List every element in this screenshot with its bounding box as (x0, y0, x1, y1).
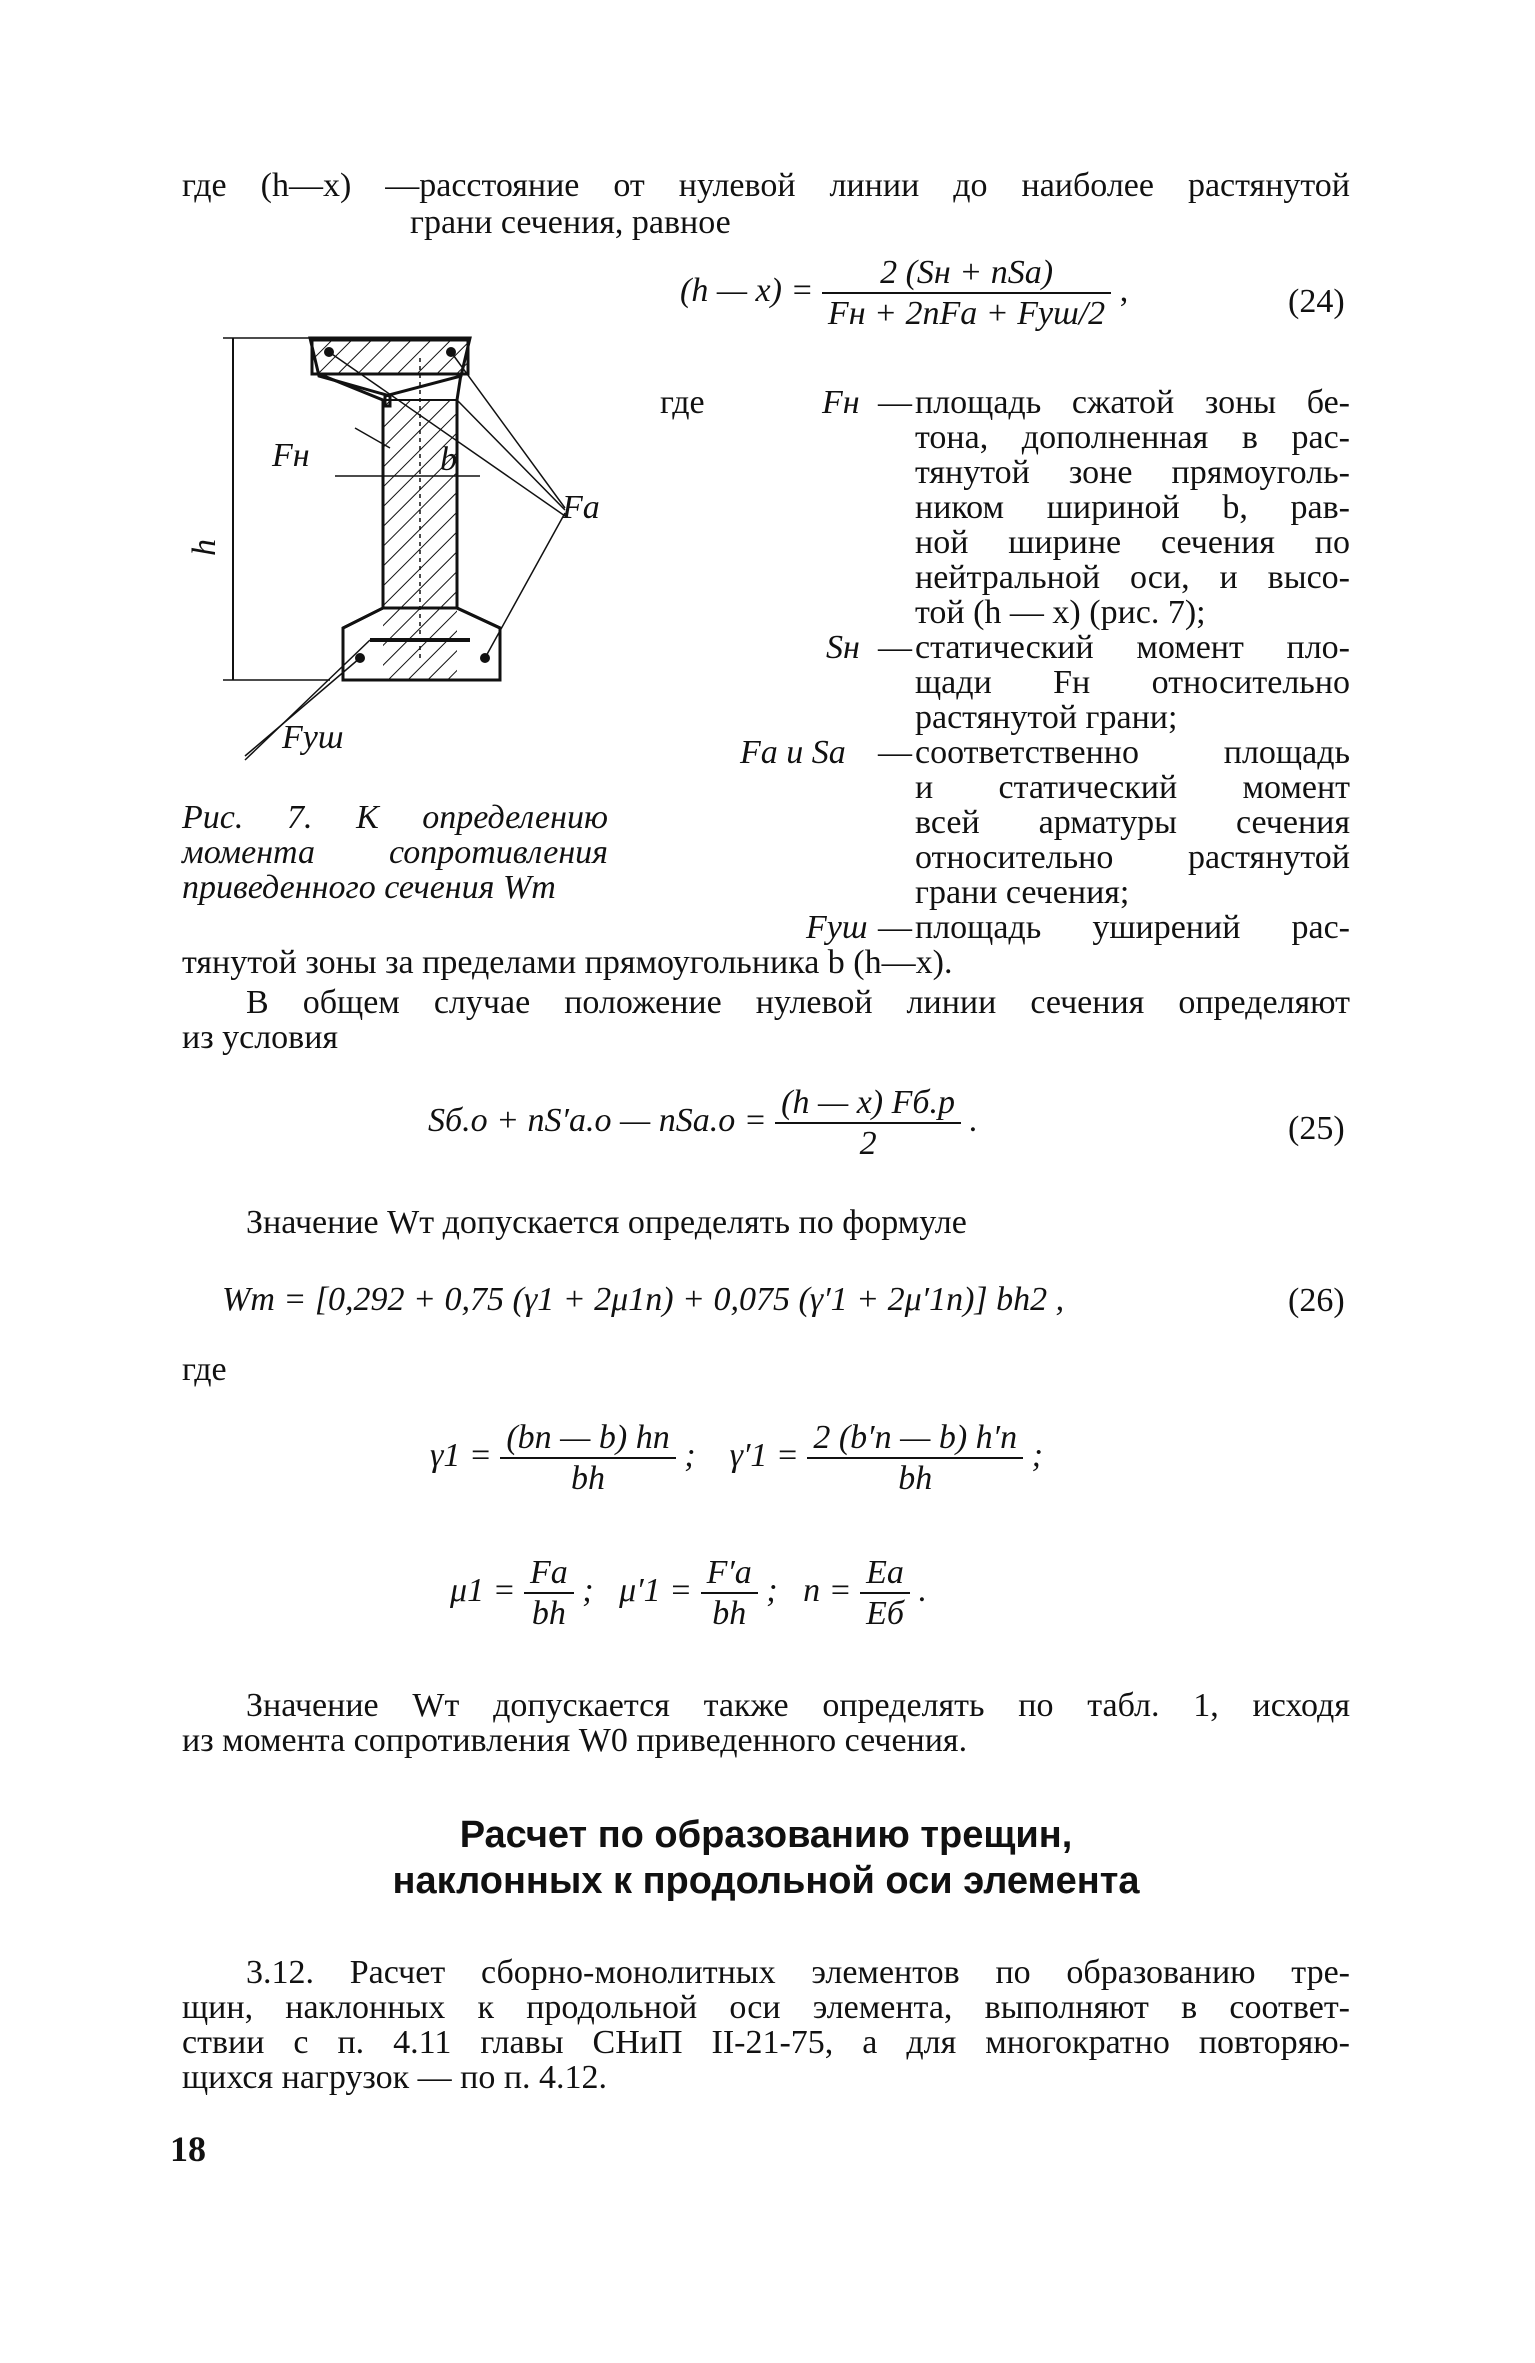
eq25-dot: . (969, 1101, 978, 1139)
page-number: 18 (170, 2129, 206, 2169)
equation-26: Wт = [0,292 + 0,75 (γ1 + 2μ1n) + 0,075 (γ′1 + 2μ′1n)] bh2 , (222, 1281, 1065, 1318)
eq24-lhs: (h — x) = (680, 271, 814, 309)
def-fn-symbol: Fн (822, 384, 860, 421)
def-fush-symbol: Fуш (806, 909, 868, 946)
def-fn-line: ником шириной b, рав- (915, 489, 1350, 526)
def-fa-sa-dash: — (878, 734, 912, 771)
def-fn-line: ной ширине сечения по (915, 524, 1350, 561)
eq24-numerator: 2 (Sн + nSа) (822, 255, 1111, 294)
para-312-line-2: щин, наклонных к продольной оси элемента, выполняют в соответ- (182, 1989, 1350, 2026)
gamma1-prime-numerator: 2 (b′п — b) h′п (807, 1420, 1023, 1459)
def-fa-sa-line: соответственно площадь (915, 734, 1350, 771)
section-heading-line-1: Расчет по образованию трещин, (459, 1814, 1073, 1856)
definitions-where-label: где (660, 384, 705, 421)
equation-24 (680, 255, 1128, 331)
gamma1-prime-denominator: bh (898, 1460, 933, 1497)
para-general-line-1: В общем случае положение нулевой линии сечения определяют (246, 984, 1350, 1021)
mu-end: . (918, 1571, 927, 1609)
def-sn-dash: — (878, 629, 912, 666)
eq25-numerator: (h — x) Fб.р (775, 1085, 961, 1124)
def-fn-line: площадь сжатой зоны бе- (915, 384, 1350, 421)
def-fush-line: площадь уширений рас- (915, 909, 1350, 946)
def-fn-line: тянутой зоне прямоуголь- (915, 454, 1350, 491)
eq25-denominator: 2 (859, 1125, 877, 1162)
figure-label-h: h (186, 539, 223, 556)
eq26-number: (26) (1288, 1282, 1345, 1319)
def-fa-sa-symbol: Fа и Sа (740, 734, 846, 771)
mu1-prime-numerator: F′а (701, 1555, 758, 1594)
para-312-line-1: 3.12. Расчет сборно-монолитных элементов по образованию тре- (246, 1954, 1350, 1991)
eq25-fraction (775, 1085, 961, 1161)
eq24-fraction (822, 255, 1111, 331)
mu-separator-2: ; (766, 1571, 778, 1609)
mu-separator-1: ; (582, 1571, 594, 1609)
def-fn-dash: — (878, 384, 912, 421)
eq24-number: (24) (1288, 283, 1345, 320)
gamma1-numerator: (bп — b) hп (500, 1420, 675, 1459)
gamma1-fraction (500, 1420, 675, 1496)
def-sn-line: статический момент пло- (915, 629, 1350, 666)
n-numerator: Eа (860, 1555, 910, 1594)
eq24-comma: , (1119, 271, 1129, 309)
def-sn-line: растянутой грани; (915, 699, 1178, 736)
mu1-fraction (524, 1555, 574, 1631)
mu1-denominator: bh (531, 1595, 566, 1632)
where-label-2: где (182, 1351, 227, 1388)
figure-7-cross-section (195, 318, 635, 778)
mu1-numerator: Fа (524, 1555, 574, 1594)
def-fa-sa-line: и статический момент (915, 769, 1350, 806)
figure-caption-line-3: приведенного сечения Wт (182, 869, 556, 906)
eq25-lhs: Sб.о + nS′а.о — nSа.о = (428, 1101, 767, 1139)
figure-label-fn: Fн (272, 437, 310, 474)
figure-caption-line-2: момента сопротивления (182, 834, 608, 871)
para-312-line-4: щихся нагрузок — по п. 4.12. (182, 2059, 608, 2096)
mu1-prime-lhs: μ′1 = (619, 1571, 693, 1609)
def-sn-symbol: Sн (826, 629, 860, 666)
equation-mu (450, 1555, 927, 1631)
gamma-end: ; (1031, 1436, 1043, 1474)
para-table-line-2: из момента сопротивления W0 приведенного сечения. (182, 1722, 968, 1759)
definitions-continuation: тянутой зоны за пределами прямоугольника b (h—x). (182, 944, 953, 981)
def-fa-sa-line: грани сечения; (915, 874, 1130, 911)
def-fn-line: той (h — x) (рис. 7); (915, 594, 1206, 631)
def-fa-sa-line: всей арматуры сечения (915, 804, 1350, 841)
gamma1-lhs: γ1 = (430, 1436, 492, 1474)
intro-line-2: грани сечения, равное (410, 204, 731, 241)
eq24-denominator: Fн + 2nFа + Fуш/2 (827, 295, 1106, 332)
para-312-line-3: ствии с п. 4.11 главы СНиП II-21-75, а для многократно повторяю- (182, 2024, 1350, 2061)
n-denominator: Eб (866, 1595, 904, 1632)
figure-label-fush: Fуш (282, 719, 344, 756)
equation-gamma (430, 1420, 1043, 1496)
figure-label-fa: Fa (562, 489, 600, 526)
def-fn-line: нейтральной оси, и высо- (915, 559, 1350, 596)
gamma1-prime-lhs: γ′1 = (729, 1436, 799, 1474)
def-fush-dash: — (878, 909, 912, 946)
eq25-number: (25) (1288, 1110, 1345, 1147)
def-fa-sa-line: относительно растянутой (915, 839, 1350, 876)
def-sn-line: щади Fн относительно (915, 664, 1350, 701)
intro-line-1: где (h—x) —расстояние от нулевой линии до наиболее растянутой (182, 167, 1350, 204)
gamma-separator: ; (684, 1436, 696, 1474)
para-general-line-2: из условия (182, 1019, 339, 1056)
gamma1-denominator: bh (571, 1460, 606, 1497)
section-heading-line-2: наклонных к продольной оси элемента (392, 1860, 1140, 1902)
def-fn-line: тона, дополненная в рас- (915, 419, 1350, 456)
equation-25 (428, 1085, 978, 1161)
gamma1-prime-fraction (807, 1420, 1023, 1496)
n-fraction (860, 1555, 910, 1631)
n-lhs: n = (803, 1571, 852, 1609)
para-table-line-1: Значение Wт допускается также определять по табл. 1, исходя (246, 1687, 1350, 1724)
figure-caption-line-1: Рис. 7. К определению (182, 799, 608, 836)
mu1-prime-fraction (701, 1555, 758, 1631)
figure-label-b: b (440, 441, 457, 478)
mu1-lhs: μ1 = (450, 1571, 516, 1609)
mu1-prime-denominator: bh (712, 1595, 747, 1632)
para-wt: Значение Wт допускается определять по формуле (246, 1204, 967, 1241)
